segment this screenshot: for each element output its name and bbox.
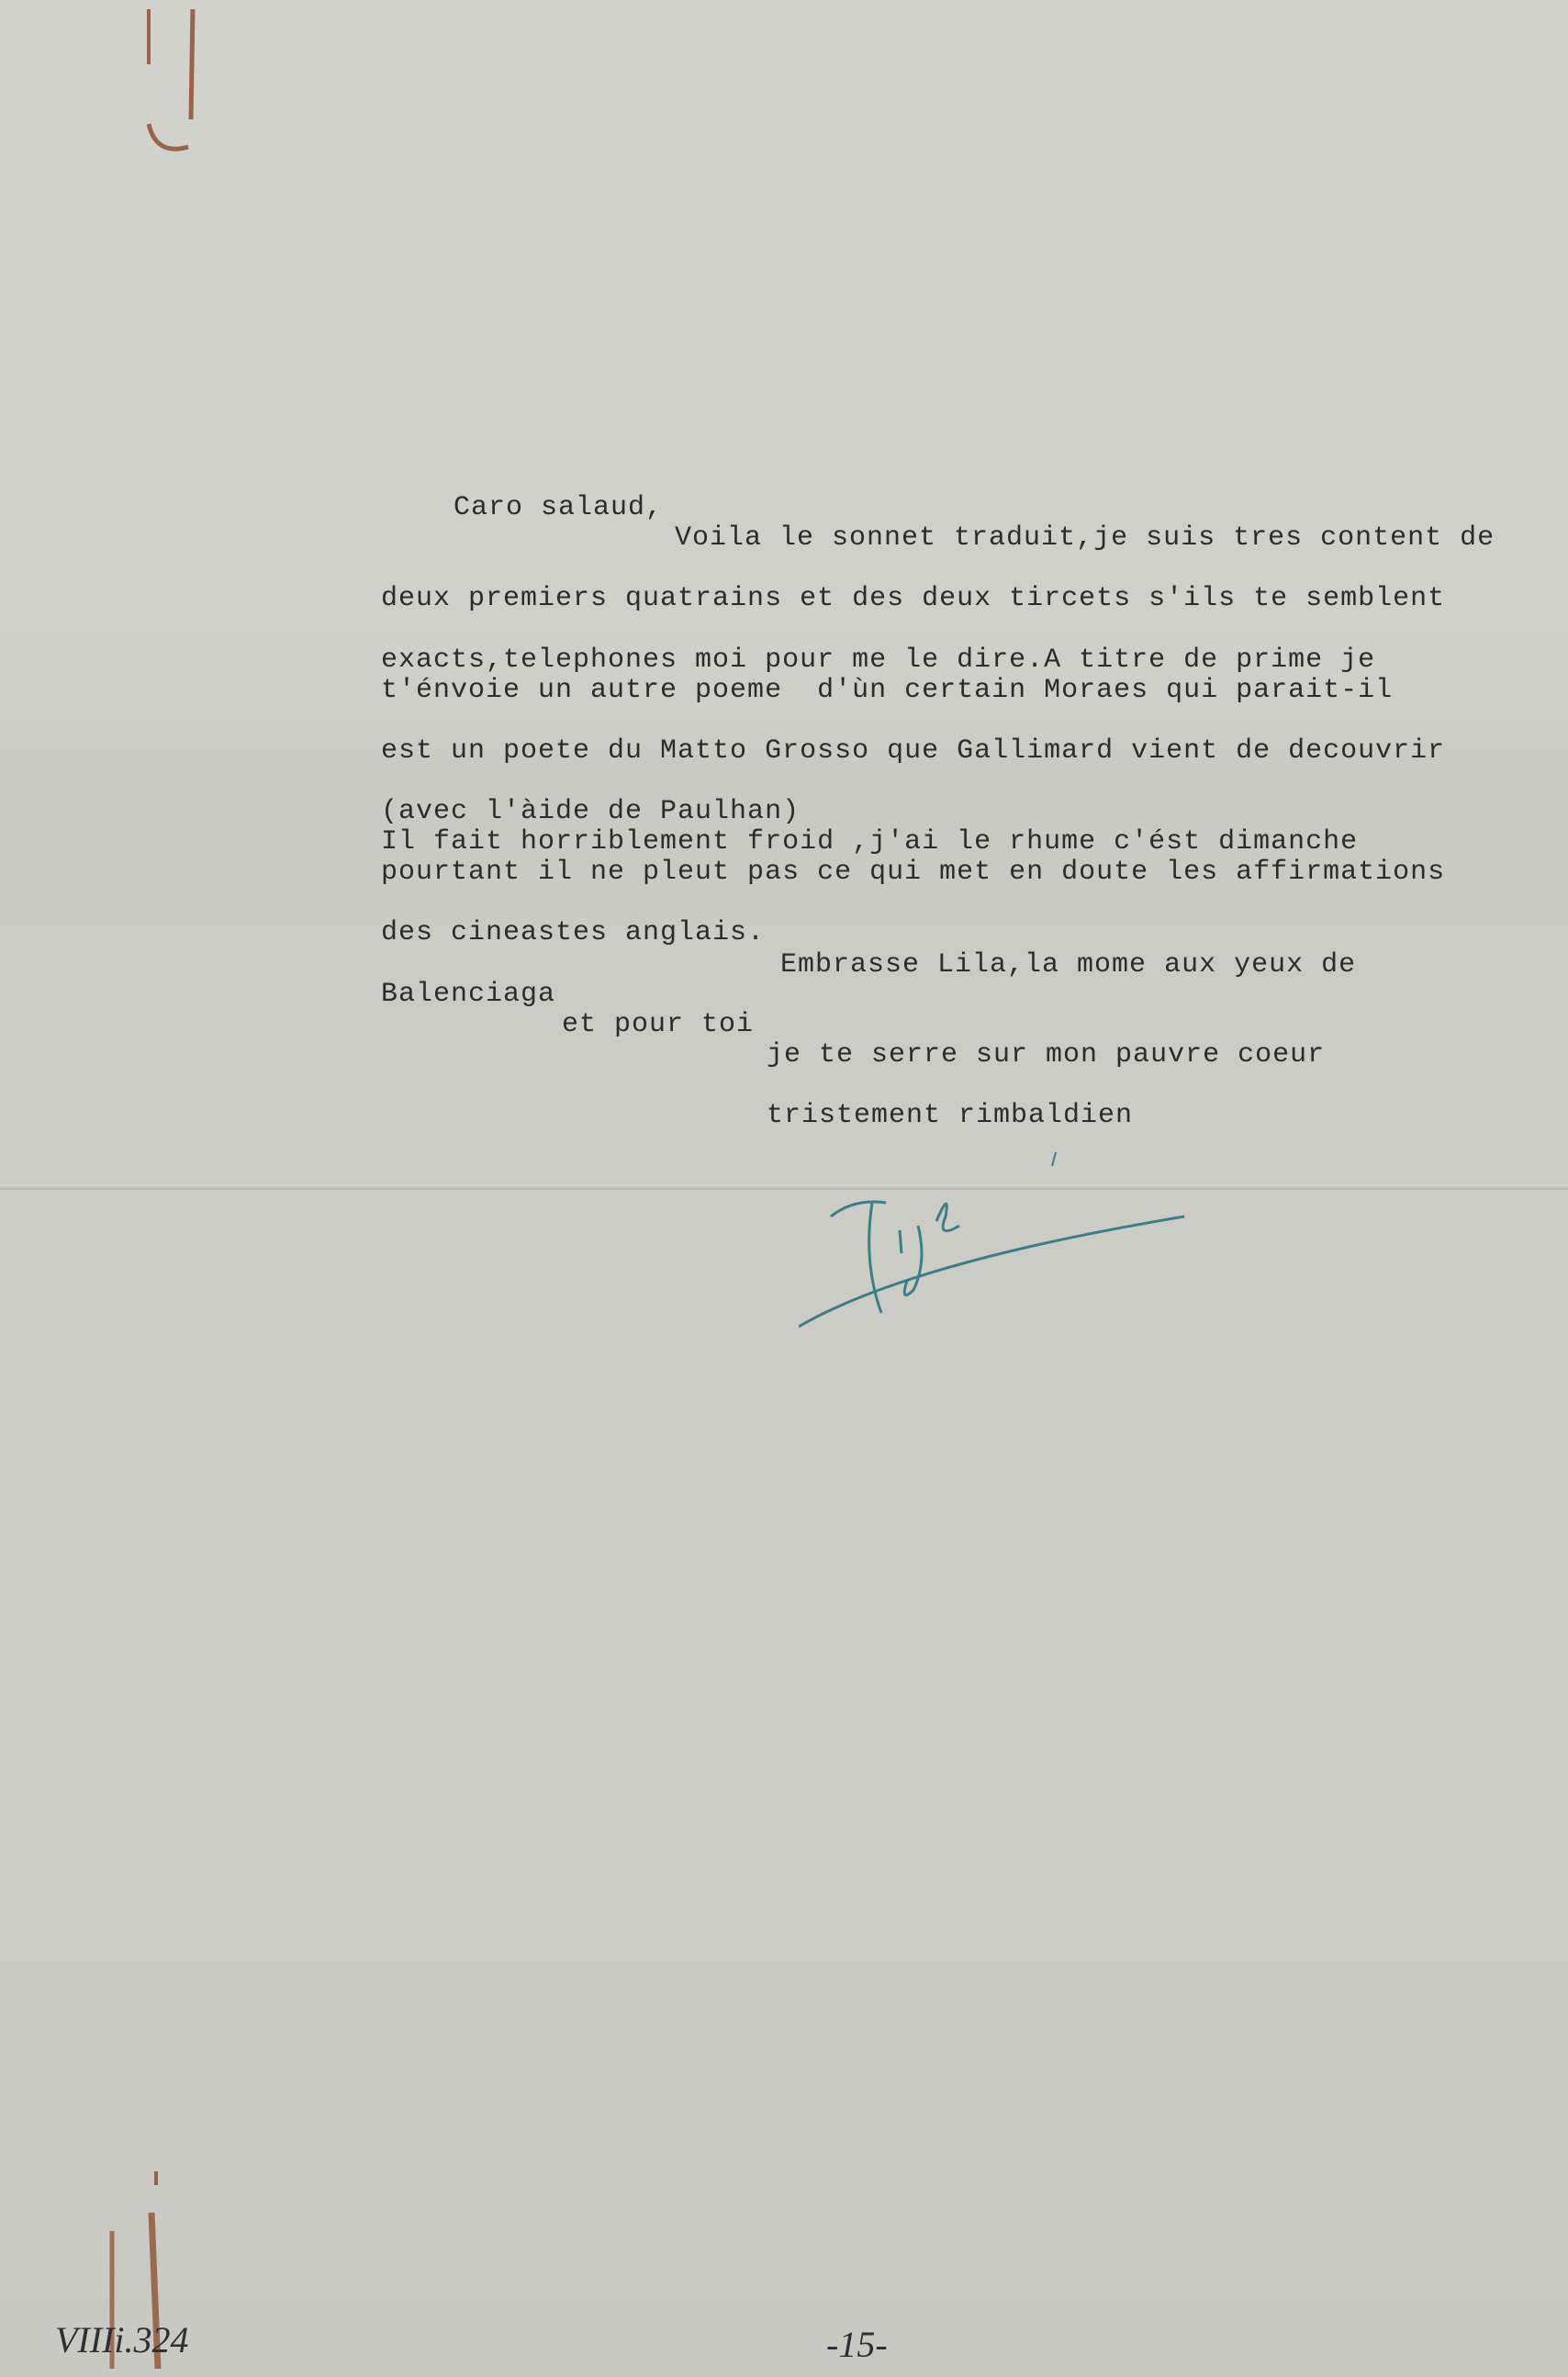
letter-line-11: Embrasse Lila,la mome aux yeux de: [780, 949, 1357, 981]
letter-line-6: est un poete du Matto Grosso que Gallimard vient de decouvrir: [381, 735, 1446, 767]
letter-line-1: Caro salaud,: [454, 492, 664, 523]
letter-line-10: des cineastes anglais.: [381, 917, 766, 948]
letter-line-9: pourtant il ne pleut pas ce qui met en doute les affirmations: [381, 857, 1446, 888]
letter-line-2: Voila le sonnet traduit,je suis tres content de: [675, 522, 1495, 554]
page-number: -15-: [826, 2324, 888, 2365]
letter-line-3: deux premiers quatrains et des deux tircets s'ils te semblent: [381, 583, 1446, 614]
letter-line-12: Balenciaga: [381, 979, 556, 1010]
letter-line-7: (avec l'àide de Paulhan): [381, 796, 801, 827]
letter-line-15: tristement rimbaldien: [767, 1100, 1134, 1131]
archive-reference: VIIIi.324: [55, 2319, 189, 2360]
paper-fold: [0, 1184, 1568, 1190]
rust-stain-top-icon: [138, 0, 211, 165]
handwritten-signature-icon: [799, 1152, 1203, 1373]
letter-line-13: et pour toi: [562, 1009, 755, 1040]
letter-line-5: t'énvoie un autre poeme d'ùn certain Moraes qui parait-il: [381, 675, 1394, 706]
letter-line-8: Il fait horriblement froid ,j'ai le rhume c'ést dimanche: [381, 826, 1359, 858]
letter-line-4: exacts,telephones moi pour me le dire.A titre de prime je: [381, 645, 1376, 676]
letter-line-14: je te serre sur mon pauvre coeur: [767, 1039, 1326, 1071]
